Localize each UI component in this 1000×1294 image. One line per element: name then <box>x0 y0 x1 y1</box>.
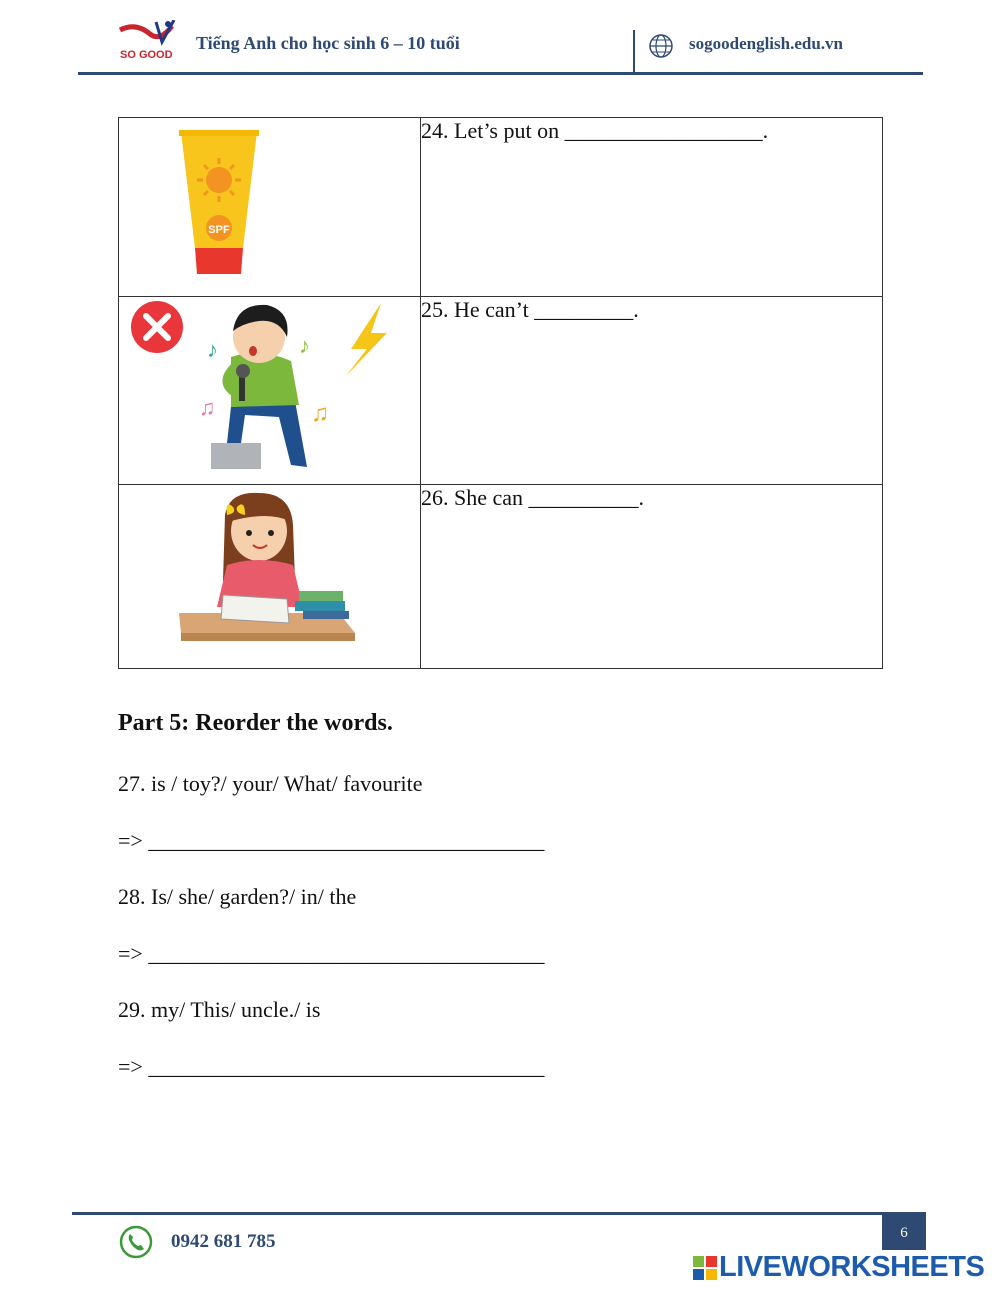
picture-cell <box>119 297 421 485</box>
exercise-26-text: 26. She can __________. <box>421 485 883 669</box>
table-row <box>119 297 883 485</box>
question-28: 28. Is/ she/ garden?/ in/ the <box>118 884 357 909</box>
svg-text:SPF: SPF <box>208 224 230 236</box>
picture-cell <box>119 485 421 669</box>
part5-title: Part 5: Reorder the words. <box>118 710 393 736</box>
table-row <box>119 118 883 297</box>
question-27: 27. is / toy?/ your/ What/ favourite <box>118 771 423 796</box>
liveworksheets-watermark: LIVEWORKSHEETS <box>719 1251 985 1283</box>
picture-cell <box>119 118 421 297</box>
header-rule <box>78 72 923 75</box>
exercise-table <box>118 117 883 669</box>
svg-text:♪: ♪ <box>299 333 310 358</box>
logo <box>116 20 178 64</box>
header-title: Tiếng Anh cho học sinh 6 – 10 tuổi <box>196 33 460 53</box>
svg-text:♫: ♫ <box>199 395 216 420</box>
phone-icon <box>119 1225 153 1259</box>
sunscreen-tube-image <box>119 118 420 296</box>
girl-writing-at-desk-image <box>119 485 420 668</box>
question-29: 29. my/ This/ uncle./ is <box>118 997 321 1022</box>
website-link[interactable]: sogoodenglish.edu.vn <box>689 34 843 53</box>
header-divider <box>633 30 635 74</box>
svg-text:SO GOOD: SO GOOD <box>120 49 173 61</box>
answer-line-27[interactable]: => ____________________________________ <box>118 828 545 853</box>
phone-number: 0942 681 785 <box>171 1231 276 1252</box>
liveworksheets-logo-icon <box>693 1256 717 1280</box>
answer-line-28[interactable]: => ____________________________________ <box>118 941 545 966</box>
svg-text:♫: ♫ <box>311 401 329 427</box>
footer-rule <box>72 1212 926 1215</box>
table-row <box>119 485 883 669</box>
exercise-24-text: 24. Let’s put on __________________. <box>421 118 883 297</box>
globe-icon <box>648 33 674 59</box>
answer-line-29[interactable]: => ____________________________________ <box>118 1054 545 1079</box>
cross-mark-icon <box>131 301 183 353</box>
page-number: 6 <box>882 1215 926 1250</box>
svg-text:♪: ♪ <box>207 337 218 362</box>
exercise-25-text: 25. He can’t _________. <box>421 297 883 485</box>
boy-singing-crossed-out-image <box>119 297 420 484</box>
